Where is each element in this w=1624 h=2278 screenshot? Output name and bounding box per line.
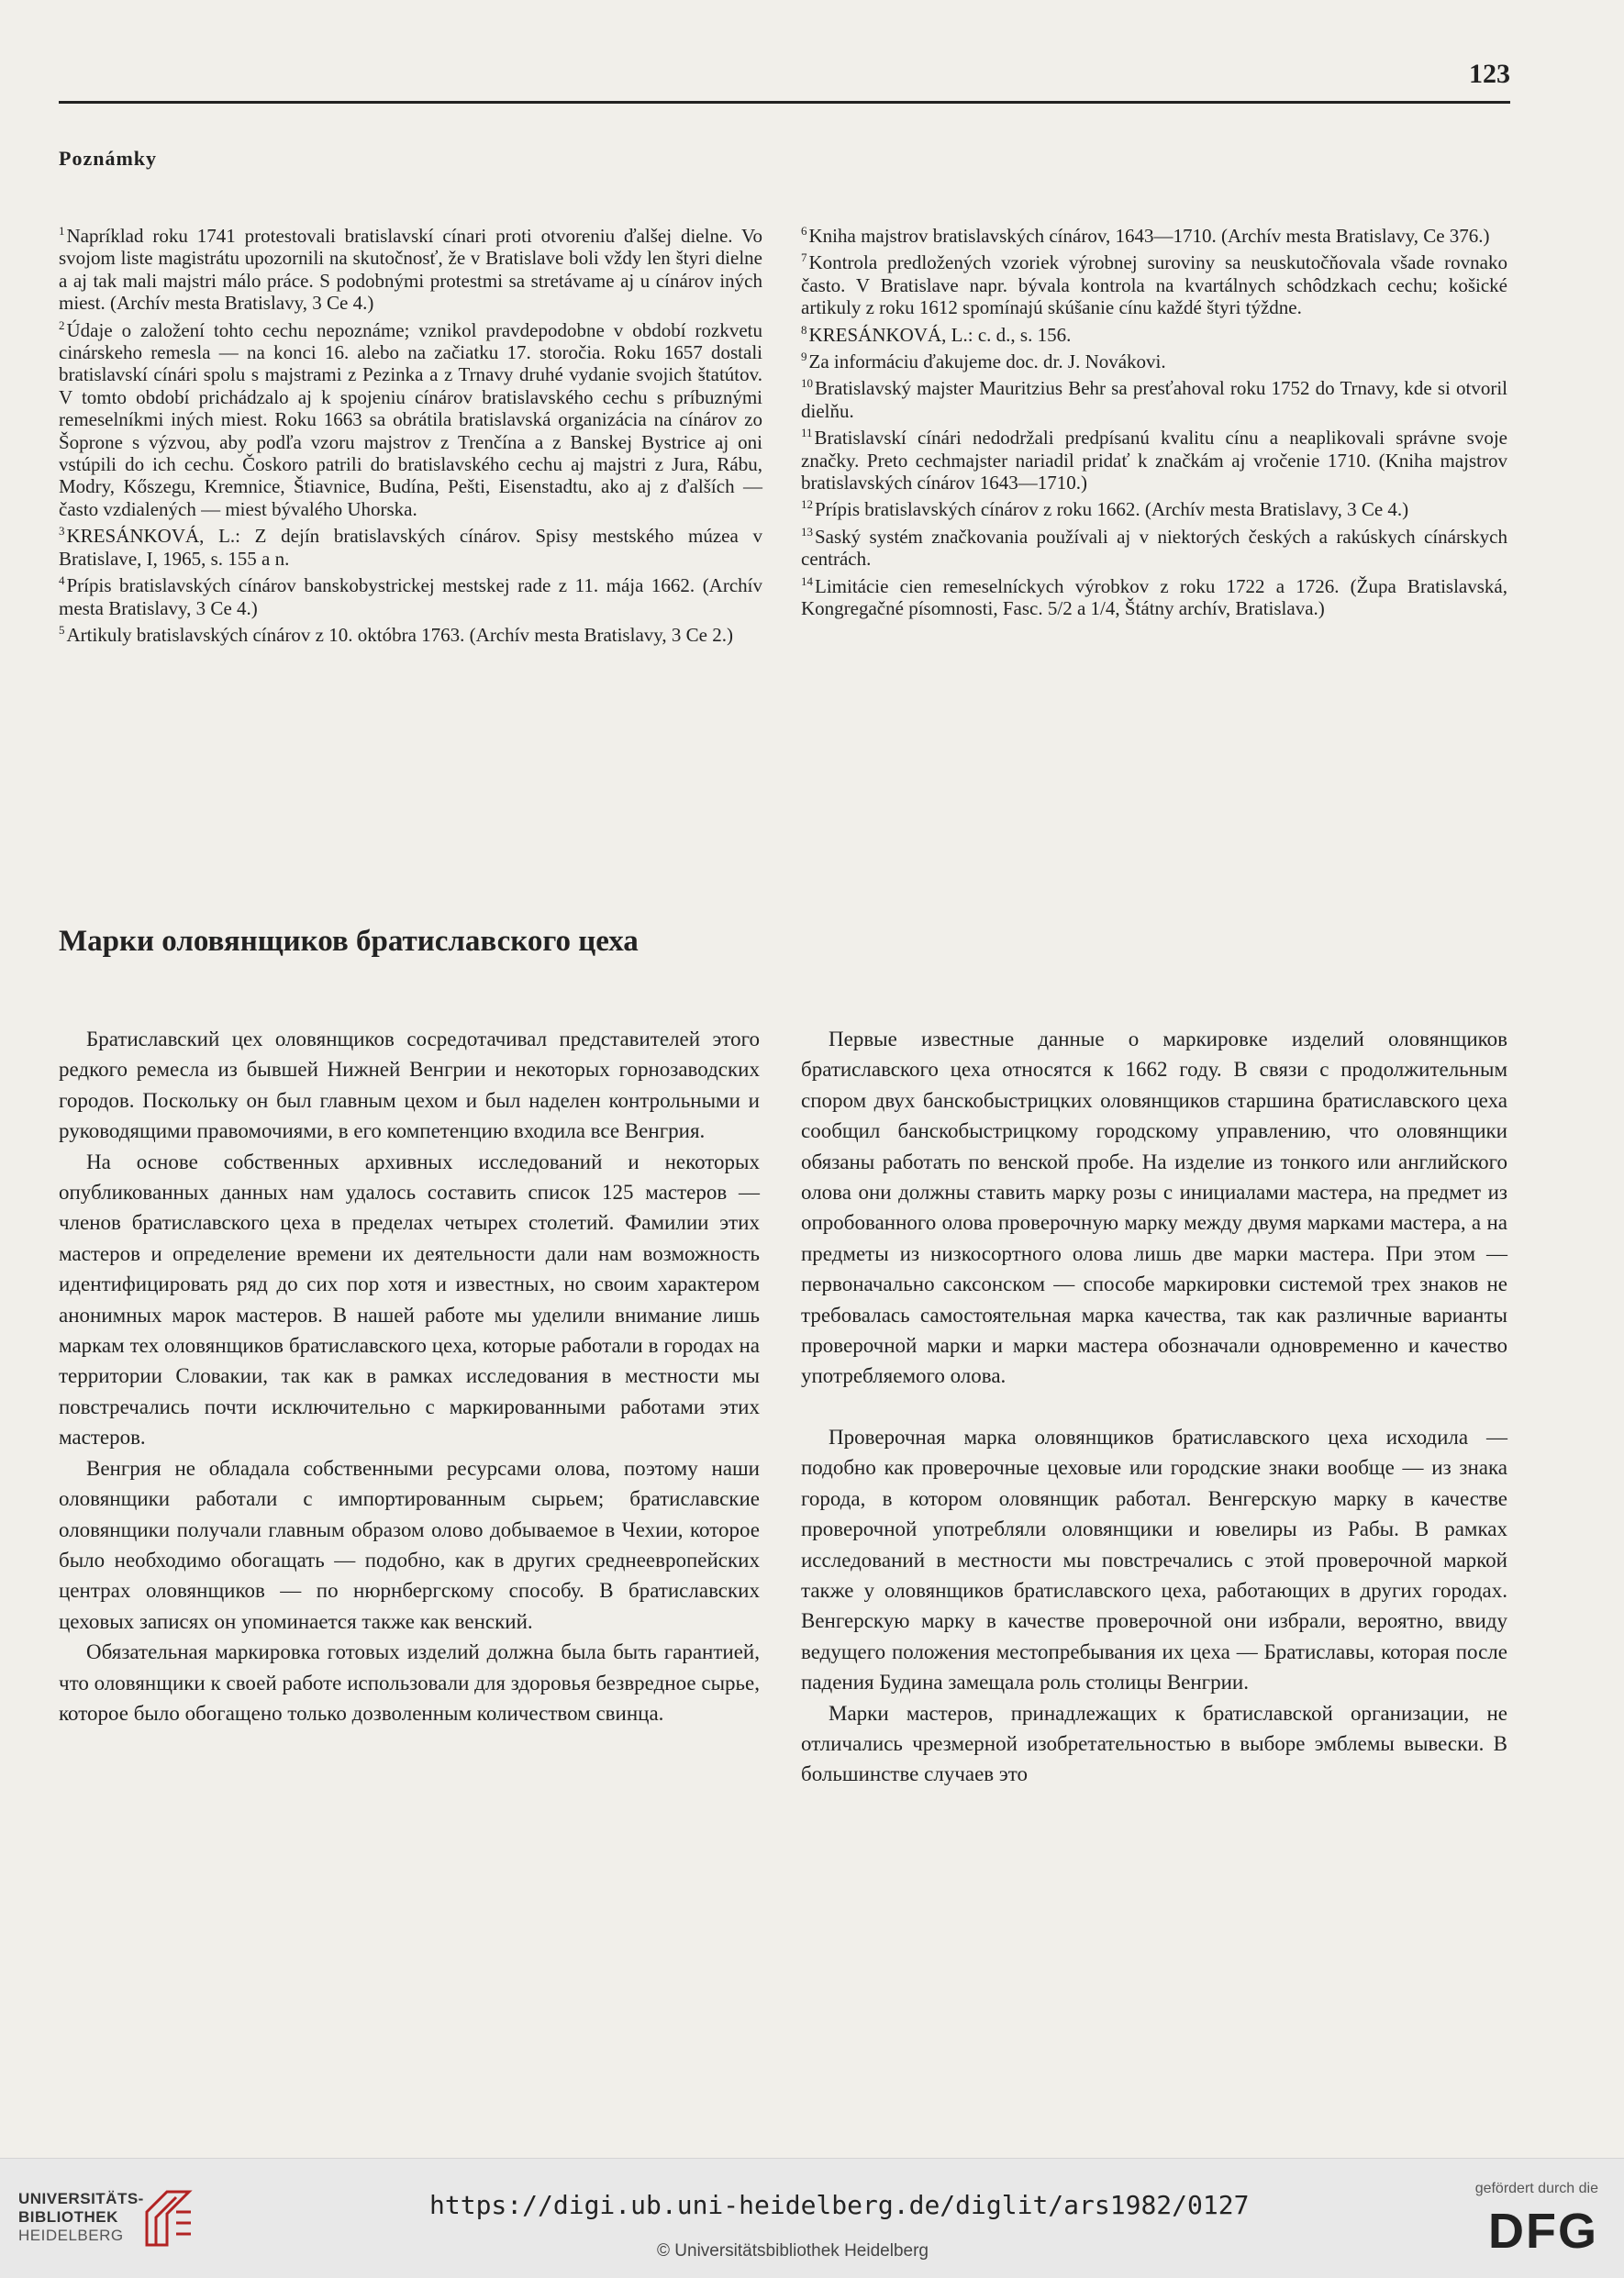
footnote bbox=[801, 372, 1507, 422]
footnote-text: Napríklad roku 1741 protestovali bratislavskí cínari proti otvoreniu ďalšej dielne. Vo svojom liste magistrátu upozornili na skutočnosť, že v Bratislave boli vždy len štyri dielne a aj tak mali majstri málo práce. S podobnými protestmi sa stretávame aj u cínárov iných miest. (Archív mesta Bratislavy, 3 Ce 4.) bbox=[59, 225, 762, 315]
footnote-text: Limitácie cien remeselníckych výrobkov z roku 1722 a 1726. (Župa Bratislavská, Kongregačné písomnosti, Fasc. 5/2 a 1/4, Štátny archív, Bratislava.) bbox=[801, 574, 1507, 620]
footnote bbox=[59, 570, 762, 619]
library-name-line1: UNIVERSITÄTS- bbox=[18, 2190, 144, 2207]
body-paragraph: На основе собственных архивных исследований и некоторых опубликованных данных нам удалось составить список 125 мастеров — членов братиславского цеха в пределах четырех столетий. Фамилии этих мастеров и определение времени их деятельности дали нам возможность идентифицировать ряд до сих пор хотя и известных, но своим характером анонимных марок мастеров. В нашей работе мы уделили внимание лишь маркам тех оловянщиков братиславского цеха, которые работали в городах на территории Словакии, так как в рамках исследования в местности мы повстречались почти исключительно с маркированными работами этих мастеров. bbox=[59, 1150, 760, 1450]
body-paragraph: Братиславский цех оловянщиков сосредотачивал представителей этого редкого ремесла из бывшей Нижней Венгрии и некоторых горнозаводских городов. Поскольку он был главным цехом и был наделен контрольными и руководящими правомочиями, в его компетенцию входила все Венгрия. bbox=[59, 1028, 760, 1143]
footnote bbox=[801, 319, 1507, 346]
footnote-number: 14 bbox=[801, 573, 813, 588]
body-paragraph: Первые известные данные о маркировке изделий оловянщиков братиславского цеха относятся к 1662 году. В связи с продолжительным спором двух банскобыстрицких оловянщиков старшина братиславского цеха сообщил банскобыстрицкому городскому управлению, что оловянщики обязаны работать по венской пробе. На изделие из тонкого или английского олова они должны ставить марку розы с инициалами мастера, на предмет из опробованного олова проверочную марку между двумя марками мастера, а на предметы из низкосортного олова лишь две марки мастера. При этом — первоначально саксонском — способе маркировки системой трех знаков не требовалась самостоятельная марка качества, так как различные варианты проверочной марки и марки мастера обозначали одновременно и качество употребляемого олова. bbox=[801, 1028, 1507, 1388]
library-emblem-icon bbox=[139, 2184, 196, 2250]
library-logo[interactable] bbox=[18, 2190, 144, 2245]
dfg-logo[interactable]: DFG bbox=[1488, 2204, 1598, 2259]
footnote bbox=[801, 494, 1507, 520]
footnote-number: 5 bbox=[59, 622, 65, 637]
section-title: Марки оловянщиков братиславского цеха bbox=[59, 925, 639, 958]
notes-heading: Poznámky bbox=[59, 147, 157, 170]
copyright-text: © Universitätsbibliothek Heidelberg bbox=[657, 2241, 929, 2261]
footnote bbox=[801, 521, 1507, 571]
body-column-right bbox=[801, 1024, 1507, 1790]
permalink-url[interactable]: https://digi.ub.uni-heidelberg.de/diglit/ars1982/0127 bbox=[429, 2190, 1250, 2220]
footnote-text: Údaje o založení tohto cechu nepoznáme; vznikol pravdepodobne v období rozkvetu cinárskeho remesla — na konci 16. alebo na začiatku 17. storočia. Roku 1657 dostali bratislavskí cínári spolu s majstrami z Pezinka a z Trnavy druhé vydanie svojich štatútov. V tomto období prichádzalo aj k spojeniu cínárov bratislavského cechu s príbuznými remeselníkmi iných miest. Roku 1663 sa obrátila bratislavská organizácia na cínárov zo Šoprone s výzvou, aby podľa vzoru majstrov z Trenčína a z Banskej Bystrice aj oni vstúpili do ich cechu. Čoskoro patrili do bratislavského cechu aj majstri z Jura, Rábu, Modry, Kőszegu, Kremnice, Štiavnice, Budína, Pešti, Eisenstadtu, ako aj z ďalších — často vzdialených — miest bývalého Uhorska. bbox=[59, 318, 762, 520]
footnote-number: 8 bbox=[801, 322, 807, 337]
footnote-text: Prípis bratislavských cínárov z roku 1662. (Archív mesta Bratislavy, 3 Ce 4.) bbox=[815, 498, 1409, 521]
footnote-text: Artikuly bratislavských cínárov z 10. októbra 1763. (Archív mesta Bratislavy, 3 Ce 2.) bbox=[66, 623, 733, 646]
footnote-number: 6 bbox=[801, 224, 807, 238]
body-paragraph: Венгрия не обладала собственными ресурсами олова, поэтому наши оловянщики работали с импортированным сырьем; братиславские оловянщики получали главным образом олово добываемое в Чехии, которое было необходимо обогащать — подобно, как в других среднеевропейских центрах оловянщиков — по нюрнбергскому способу. В братиславских цеховых записях он упоминается также как венский. bbox=[59, 1456, 760, 1633]
footnote bbox=[59, 315, 762, 521]
footnote-text: Prípis bratislavských cínárov banskobystrickej mestskej rade z 11. mája 1662. (Archív mesta Bratislavy, 3 Ce 4.) bbox=[59, 574, 762, 619]
footnote-number: 1 bbox=[59, 224, 65, 238]
page-number: 123 bbox=[1469, 59, 1510, 89]
footnote-number: 3 bbox=[59, 524, 65, 539]
library-name-line2: BIBLIOTHEK bbox=[18, 2208, 118, 2226]
notes-column-left bbox=[59, 220, 762, 646]
footnote-text: Bratislavský majster Mauritzius Behr sa presťahoval roku 1752 do Trnavy, kde si otvoril dielňu. bbox=[801, 377, 1507, 422]
footnote bbox=[801, 220, 1507, 247]
body-paragraph: Марки мастеров, принадлежащих к братиславской организации, не отличались чрезмерной изобретательностью в выборе эмблемы вывески. В большинстве случаев это bbox=[801, 1701, 1507, 1786]
footnote bbox=[801, 422, 1507, 494]
body-paragraph: Обязательная маркировка готовых изделий должна была быть гарантией, что оловянщики к своей работе использовали для здоровья безвредное сырье, которое было обогащено только дозволенным количеством свинца. bbox=[59, 1640, 760, 1725]
footnote bbox=[59, 220, 762, 315]
footnote-text: Bratislavskí cínári nedodržali predpísanú kvalitu cínu a neaplikovali správne svoje značky. Preto cechmajster nariadil pridať k značkám aj vročenie 1710. (Kniha majstrov bratislavských cínárov 1643—1710.) bbox=[801, 427, 1507, 494]
footnote bbox=[59, 520, 762, 570]
footnote-text: Kniha majstrov bratislavských cínárov, 1643—1710. (Archív mesta Bratislavy, Ce 376.) bbox=[808, 225, 1490, 247]
body-paragraph: Проверочная марка оловянщиков братиславского цеха исходила — подобно как проверочные цеховые или городские знаки вообще — из знака города, в котором оловянщик работал. Венгерскую марку в качестве проверочной употребляли оловянщики и ювелиры из Рабы. В рамках исследований в местности мы повстречались с этой проверочной маркой также у оловянщиков братиславского цеха, работающих в других городах. Венгерскую марку в качестве проверочной они избрали, вероятно, ввиду ведущего положения местопребывания их цеха — Братиславы, которая после падения Будина замещала роль столицы Венгрии. bbox=[801, 1425, 1507, 1695]
notes-column-right bbox=[801, 220, 1507, 620]
footnote-text: Saský systém značkovania používali aj v niektorých českých a rakúskych cínárskych centrách. bbox=[801, 525, 1507, 571]
footnote-number: 10 bbox=[801, 376, 813, 391]
footnote bbox=[801, 571, 1507, 620]
footnote-number: 2 bbox=[59, 317, 65, 332]
footnote-number: 13 bbox=[801, 524, 813, 539]
footnote-number: 11 bbox=[801, 426, 813, 440]
footnote-number: 9 bbox=[801, 350, 807, 364]
footnote bbox=[801, 247, 1507, 318]
footnote-text: KRESÁNKOVÁ, L.: c. d., s. 156. bbox=[808, 323, 1072, 346]
footnote bbox=[59, 619, 762, 646]
funding-note: gefördert durch die bbox=[1474, 2181, 1598, 2196]
footnote-text: KRESÁNKOVÁ, L.: Z dejín bratislavských cínárov. Spisy mestského múzea v Bratislave, I, 1965, s. 155 a n. bbox=[59, 525, 762, 570]
footnote-text: Kontrola predložených vzoriek výrobnej suroviny sa neuskutočňovala všade rovnako často. V Bratislave napr. bývala kontrola na kvartálnych schôdzkach cechu; košické artikuly z roku 1612 spomínajú skúšanie cínu každé štyri týždne. bbox=[801, 251, 1507, 319]
footnote bbox=[801, 346, 1507, 372]
viewer-footer bbox=[0, 2158, 1624, 2278]
footnote-number: 7 bbox=[801, 250, 807, 265]
footnote-number: 12 bbox=[801, 497, 813, 512]
library-name-line3: HEIDELBERG bbox=[18, 2227, 124, 2244]
header-rule bbox=[59, 101, 1510, 104]
footnote-number: 4 bbox=[59, 573, 65, 588]
body-column-left bbox=[59, 1024, 760, 1728]
footnote-text: Za informáciu ďakujeme doc. dr. J. Novákovi. bbox=[808, 350, 1166, 373]
